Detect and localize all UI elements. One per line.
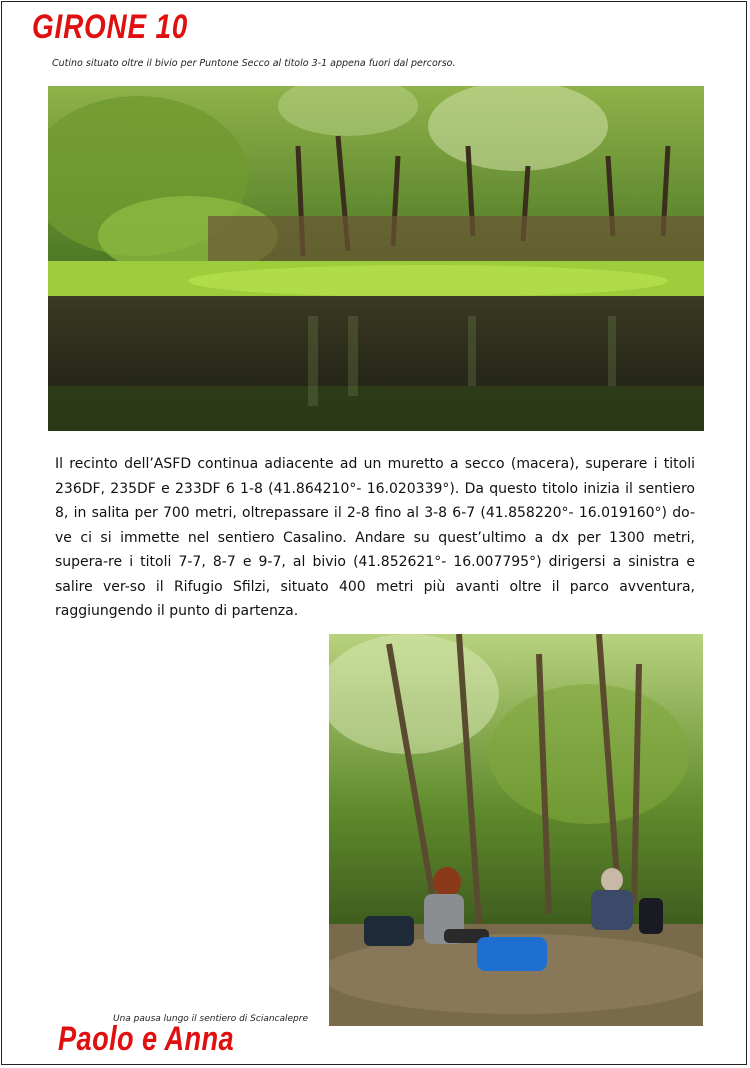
top-photo-caption: Cutino situato oltre il bivio per Puntone Secco al titolo 3-1 appena fuori dal percorso. — [52, 58, 456, 69]
authors-signature: Paolo e Anna — [58, 1020, 235, 1058]
page-title: GIRONE 10 — [32, 8, 189, 46]
pond-photo — [48, 86, 704, 431]
description-paragraph: Il recinto dell’ASFD continua adiacente ad un muretto a secco (macera), superare i titoli 236DF, 235DF e 233DF 6 1-8 (41.864210°- 16.020339°). Da questo titolo inizia il sentiero 8, in salita per 700 metri, oltrepassare il 2-8 fino al 3-8 6-7 (41.858220°- 16.019160°) do-ve ci si immette nel sentiero Casalino. Andare su quest’ultimo a dx per 1300 metri, supera-re i titoli 7-7, 8-7 e 9-7, al bivio (41.852621°- 16.007795°) dirigersi a sinistra e salire ver-so il Rifugio Sfilzi, situato 400 metri più avanti oltre il parco avventura, raggiungendo il punto di partenza. — [55, 456, 695, 619]
forest-rest-photo — [329, 634, 703, 1026]
bottom-photo-caption: Una pausa lungo il sentiero di Sciancalepre — [113, 1014, 308, 1024]
